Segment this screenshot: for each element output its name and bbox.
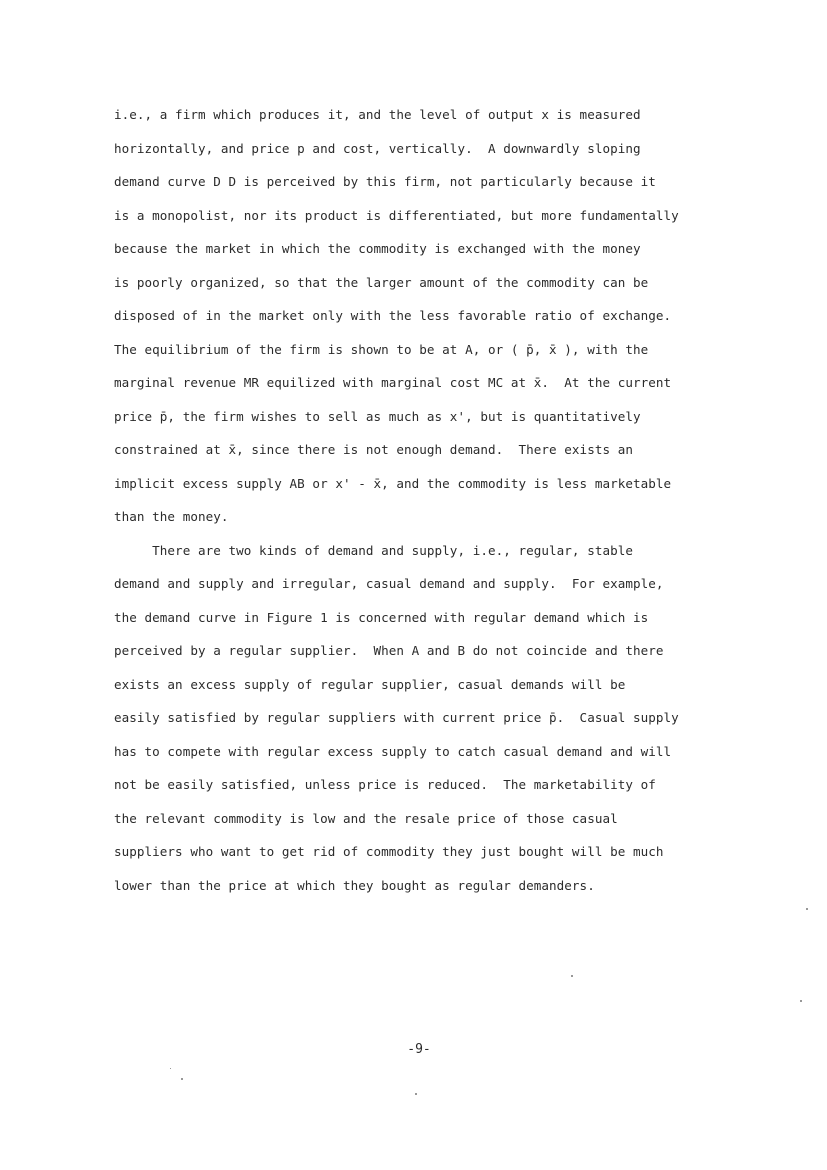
scan-speck: [415, 1093, 417, 1095]
text-line: disposed of in the market only with the less favorable ratio of exchange.: [114, 308, 672, 323]
text-line: price p̄, the firm wishes to sell as much as x', but is quantitatively: [114, 408, 641, 424]
text-line: There are two kinds of demand and supply, i.e., regular, stable: [114, 542, 633, 558]
text-line: is a monopolist, nor its product is differentiated, but more fundamentally: [114, 207, 679, 223]
text-line: the relevant commodity is low and the resale price of those casual: [114, 810, 618, 826]
text-line: constrained at x̄, since there is not enough demand. There exists an: [114, 442, 633, 457]
text-line: lower than the price at which they bought as regular demanders.: [114, 877, 595, 893]
text-line: has to compete with regular excess supply to catch casual demand and will: [114, 743, 672, 759]
text-line: implicit excess supply AB or x' - x̄, and the commodity is less marketable: [114, 475, 672, 491]
text-line: than the money.: [114, 509, 229, 524]
scan-speck: [571, 975, 573, 977]
text-line: suppliers who want to get rid of commodity they just bought will be much: [114, 844, 664, 859]
text-line: the demand curve in Figure 1 is concerned with regular demand which is: [114, 609, 649, 625]
scan-speck: [806, 908, 808, 910]
text-line: demand curve D D is perceived by this firm, not particularly because it: [114, 174, 656, 189]
scan-speck: [800, 1000, 802, 1002]
paragraph-1: [114, 98, 754, 534]
text-line: horizontally, and price p and cost, vertically. A downwardly sloping: [114, 140, 641, 156]
text-line: marginal revenue MR equilized with marginal cost MC at x̄. At the current: [114, 375, 672, 390]
scan-speck: [170, 1068, 171, 1069]
body-text: [114, 98, 754, 902]
text-line: i.e., a firm which produces it, and the level of output x is measured: [114, 107, 641, 122]
text-line: The equilibrium of the firm is shown to be at A, or ( p̄, x̄ ), with the: [114, 341, 649, 357]
text-line: demand and supply and irregular, casual demand and supply. For example,: [114, 576, 664, 591]
page-number: -9-: [407, 1042, 431, 1057]
text-line: is poorly organized, so that the larger amount of the commodity can be: [114, 274, 649, 290]
text-line: perceived by a regular supplier. When A and B do not coincide and there: [114, 643, 664, 658]
text-line: easily satisfied by regular suppliers with current price p̄. Casual supply: [114, 710, 679, 725]
text-line: not be easily satisfied, unless price is reduced. The marketability of: [114, 777, 656, 792]
scan-speck: [181, 1078, 183, 1080]
text-line: because the market in which the commodity is exchanged with the money: [114, 241, 641, 256]
text-line: exists an excess supply of regular supplier, casual demands will be: [114, 676, 626, 692]
paragraph-2: [114, 534, 754, 903]
